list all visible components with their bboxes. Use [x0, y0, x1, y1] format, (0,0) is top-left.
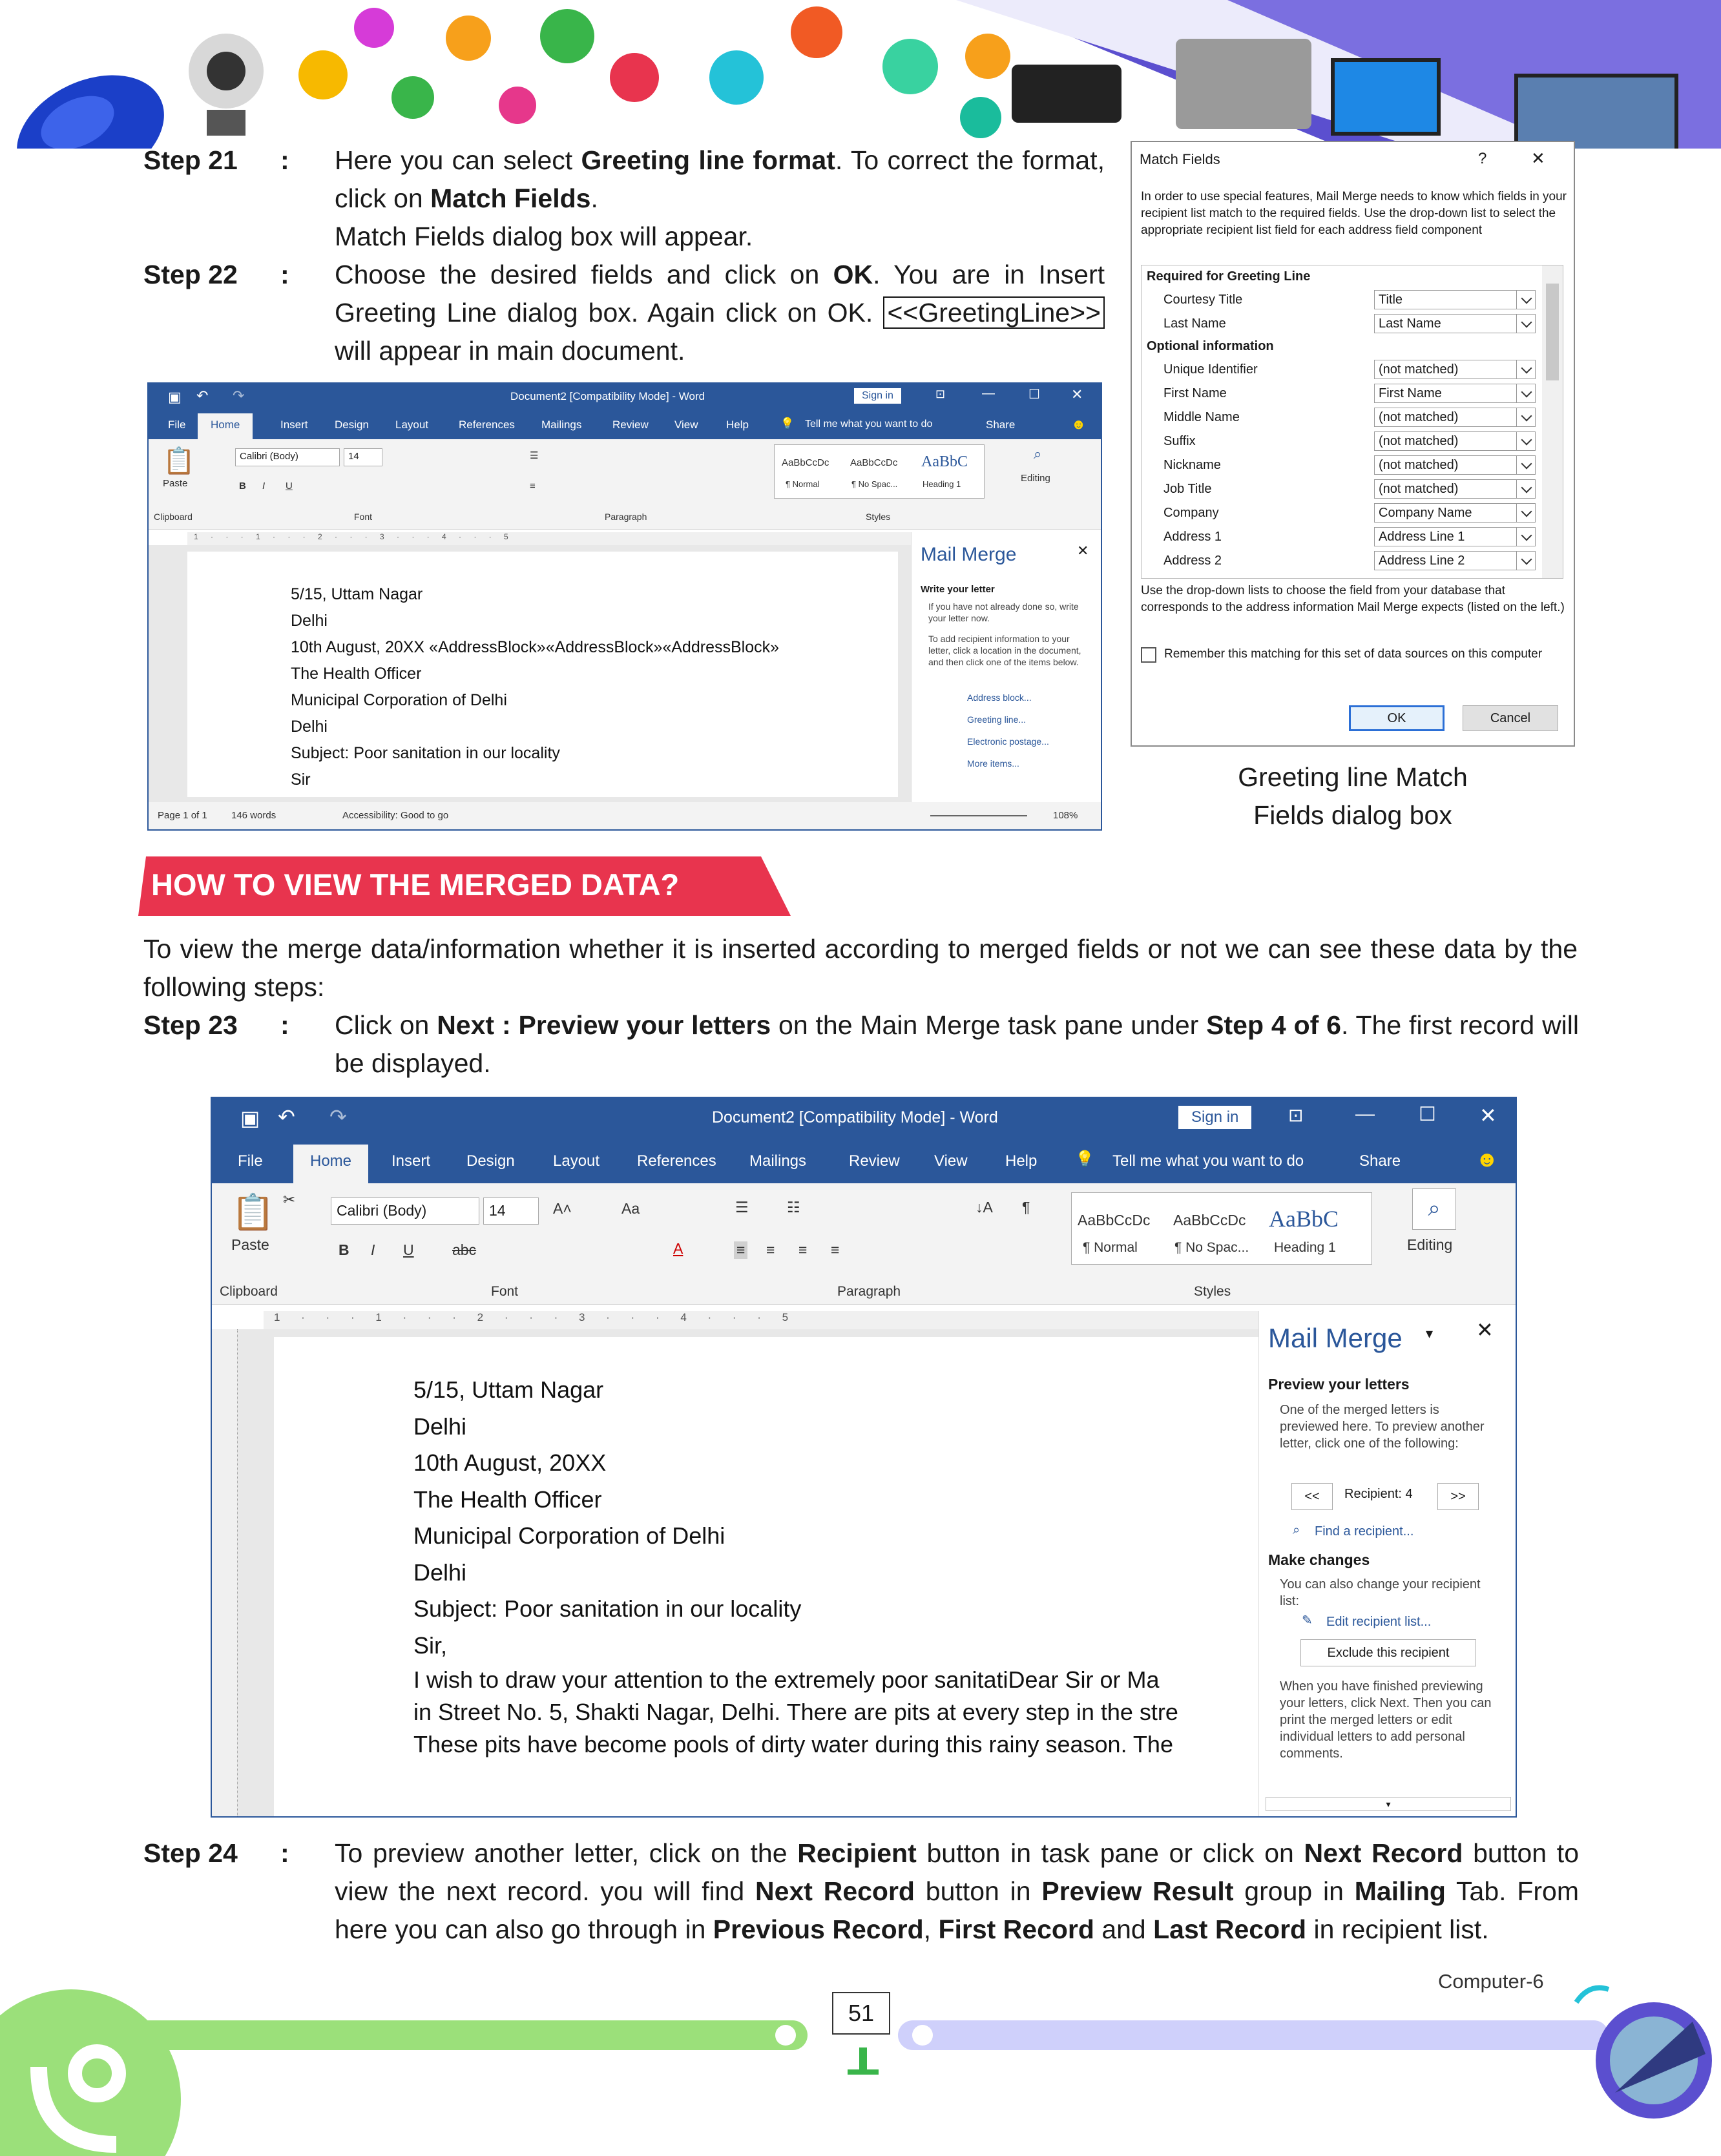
recipient-counter: Recipient: 4 [1344, 1487, 1413, 1501]
ok-button[interactable]: OK [1349, 705, 1445, 731]
exclude-recipient-button[interactable]: Exclude this recipient [1300, 1639, 1476, 1666]
printer-icon [1176, 39, 1311, 129]
doc-line: in Street No. 5, Shakti Nagar, Delhi. There are pits at every step in the stre [413, 1699, 1178, 1725]
redo-icon[interactable]: ↷ [329, 1105, 347, 1128]
match-fields-dialog [1131, 141, 1575, 747]
gamepad-icon [499, 87, 536, 124]
menu-tabs [212, 1138, 1516, 1183]
step-24-text-e: group in [1233, 1876, 1355, 1906]
edit-recipient-list-link[interactable]: Edit recipient list... [1326, 1615, 1432, 1629]
ribbon [149, 439, 1101, 530]
step-21-text [335, 141, 1105, 256]
align-center-icon[interactable]: ≡ [766, 1241, 775, 1258]
tab-mailings[interactable]: Mailings [541, 419, 582, 431]
pane-text-2: To add recipient information to your letter, click a location in the document, and then click one of the items below. [928, 634, 1081, 667]
doc-line: Delhi [291, 718, 328, 736]
step-23-label: Step 23 [143, 1010, 238, 1040]
doc-line: Delhi [291, 612, 328, 630]
ruler: 1 · · · 1 · · · 2 · · · 3 · · · 4 · · · 5 [264, 1311, 1258, 1329]
more-items-link[interactable]: More items... [967, 758, 1019, 769]
style-nospacing-name[interactable]: ¶ No Spac... [1174, 1240, 1249, 1255]
step-24-bold-a: Recipient [797, 1838, 917, 1868]
section-heading-text: HOW TO VIEW THE MERGED DATA? [151, 867, 680, 902]
tab-view[interactable]: View [674, 419, 698, 431]
step-24-colon: : [280, 1838, 289, 1868]
field-select-value: (not matched) [1379, 482, 1459, 496]
step-22-text-a: Choose the desired fields and click on [335, 260, 833, 289]
dialog-intro: In order to use special features, Mail Merge needs to know which fields in your recipient list match to the required fields. Use the drop-down list to select the appropriate recipient list field for each address field component [1141, 190, 1567, 237]
edit-list-icon: ✎ [1302, 1613, 1313, 1628]
header-decoration [0, 0, 1721, 149]
tab-references[interactable]: References [637, 1152, 716, 1170]
style-nospacing-name[interactable]: ¶ No Spac... [851, 479, 898, 489]
close-icon[interactable]: ✕ [1071, 386, 1083, 402]
step-22-text-b: . You are in Insert Greeting Line dialog box. Again click on OK. [335, 260, 1105, 327]
field-select-value: (not matched) [1379, 434, 1459, 448]
field-label: Address 1 [1163, 530, 1222, 544]
field-select[interactable] [1374, 384, 1536, 403]
remember-checkbox[interactable] [1141, 647, 1156, 663]
numbering-icon[interactable]: ☷ [787, 1199, 800, 1216]
style-heading1-name[interactable]: Heading 1 [1274, 1240, 1336, 1255]
window-title: Document2 [Compatibility Mode] - Word [712, 1108, 998, 1126]
undo-icon[interactable]: ↶ [278, 1105, 295, 1128]
changes-text: You can also change your recipient list: [1280, 1577, 1481, 1608]
field-label: Middle Name [1163, 410, 1240, 424]
editing-button[interactable]: Editing [1021, 473, 1050, 484]
pane-heading: Write your letter [921, 584, 995, 595]
font-name-select[interactable]: Calibri (Body) [331, 1197, 479, 1225]
paste-button[interactable]: Paste [231, 1236, 269, 1253]
document-canvas [149, 545, 911, 802]
paste-icon[interactable]: 📋 [231, 1193, 275, 1232]
strikethrough-button[interactable]: abc [452, 1241, 477, 1258]
document-page [274, 1337, 1258, 1818]
status-bar [149, 802, 1101, 831]
tab-view[interactable]: View [934, 1152, 968, 1170]
optional-heading: Optional information [1147, 339, 1274, 353]
field-select-value: Company Name [1379, 506, 1472, 520]
group-paragraph: Paragraph [837, 1284, 901, 1299]
field-label: Unique Identifier [1163, 362, 1258, 377]
bold-button[interactable]: B [239, 481, 246, 492]
paste-button[interactable]: Paste [163, 478, 188, 489]
style-heading1-name[interactable]: Heading 1 [923, 479, 961, 489]
step-23-text-b: on the Main Merge task pane under [771, 1010, 1207, 1040]
minimize-icon[interactable]: — [982, 386, 995, 400]
group-styles: Styles [1194, 1284, 1231, 1299]
step-23-colon: : [280, 1010, 289, 1040]
share-button[interactable]: Share [986, 419, 1016, 431]
tab-help[interactable]: Help [1005, 1152, 1038, 1170]
save-icon[interactable]: ▣ [240, 1106, 260, 1130]
remember-label[interactable]: Remember this matching for this set of data sources on this computer [1164, 647, 1543, 661]
group-font: Font [354, 512, 373, 522]
section-heading [138, 856, 791, 916]
step-21-bold-b: Match Fields [430, 183, 591, 213]
step-23-bold-b: Step 4 of 6 [1206, 1010, 1341, 1040]
step-24-text-c: button to view the next record. you will find [335, 1838, 1579, 1906]
dialog-title: Match Fields [1140, 151, 1220, 167]
field-select-value: (not matched) [1379, 362, 1459, 377]
ribbon-display-icon[interactable]: ⊡ [1288, 1105, 1304, 1125]
step-23-text-c: . The first record will be displayed. [335, 1010, 1580, 1078]
monitor-icon [298, 50, 348, 99]
doc-line: Sir, [413, 1632, 448, 1659]
doc-line: Delhi [413, 1413, 467, 1440]
page-number: 51 [848, 2000, 875, 2026]
next-recipient-button[interactable]: >> [1437, 1483, 1479, 1510]
status-words: 146 words [231, 810, 276, 821]
editing-button[interactable]: Editing [1407, 1236, 1453, 1253]
underline-button[interactable]: U [403, 1241, 414, 1258]
doc-line: 5/15, Uttam Nagar [413, 1376, 604, 1403]
greeting-line-field: <<GreetingLine>> [883, 296, 1105, 329]
pane-options-icon[interactable]: ▾ [1426, 1325, 1434, 1342]
list-scrollbar[interactable] [1542, 265, 1563, 578]
document-canvas [238, 1329, 1258, 1818]
style-normal-sample[interactable]: AaBbCcDc [1078, 1212, 1151, 1228]
style-normal-name[interactable]: ¶ Normal [786, 479, 820, 489]
title-bar [149, 384, 1101, 409]
tab-references[interactable]: References [459, 419, 515, 431]
field-select[interactable] [1374, 479, 1536, 499]
step-24-text [335, 1834, 1579, 1949]
field-label: Company [1163, 506, 1219, 520]
menu-tabs [149, 409, 1101, 439]
field-select[interactable] [1374, 455, 1536, 475]
doc-line: Delhi [413, 1559, 467, 1586]
tell-me-input[interactable]: Tell me what you want to do [1112, 1152, 1304, 1170]
step-24-bold-b: Next Record [1304, 1838, 1463, 1868]
dialog-help-button[interactable]: ? [1478, 150, 1487, 167]
doc-line: Municipal Corporation of Delhi [291, 691, 507, 709]
redo-icon[interactable]: ↷ [233, 388, 245, 404]
tab-help[interactable]: Help [726, 419, 749, 431]
book-title: Computer-6 [1438, 1970, 1544, 1993]
vertical-ruler [212, 1329, 238, 1818]
mouse-icon [446, 16, 491, 61]
smiley-icon[interactable]: ☻ [1071, 416, 1087, 432]
pane-close-icon[interactable]: ✕ [1077, 543, 1089, 559]
pilcrow-icon[interactable]: ¶ [1022, 1199, 1030, 1216]
greeting-line-link[interactable]: Greeting line... [967, 714, 1027, 725]
zoom-level[interactable]: 108% [1053, 810, 1078, 821]
scanner-icon [1012, 65, 1121, 123]
group-paragraph: Paragraph [605, 512, 647, 522]
chart-icon [391, 76, 434, 119]
field-select[interactable] [1374, 408, 1536, 427]
find-recipient-icon: ⌕ [1293, 1523, 1300, 1537]
field-select-value: Address Line 1 [1379, 530, 1465, 544]
globe-icon [882, 39, 938, 94]
step-24-text-f: Tab. From here you can also go through in [335, 1876, 1580, 1944]
tab-layout[interactable]: Layout [553, 1152, 600, 1170]
step-23-text-a: Click on [335, 1010, 437, 1040]
field-label: First Name [1163, 386, 1227, 400]
step-24-text-i: in recipient list. [1306, 1914, 1489, 1944]
step-21-bold-a: Greeting line format [581, 145, 835, 175]
field-select[interactable] [1374, 503, 1536, 523]
field-label: Suffix [1163, 434, 1196, 448]
step-24-bold-d: Preview Result [1041, 1876, 1234, 1906]
settings-icon [610, 53, 659, 102]
caption-line-2: Fields dialog box [1253, 800, 1452, 830]
tab-review[interactable]: Review [612, 419, 649, 431]
step-22-label: Step 22 [143, 260, 238, 289]
group-font: Font [491, 1284, 519, 1299]
preview-heading: Preview your letters [1268, 1376, 1410, 1393]
field-label: Address 2 [1163, 554, 1222, 568]
align-right-icon[interactable]: ≡ [798, 1241, 808, 1258]
bold-button[interactable]: B [339, 1241, 349, 1258]
doc-line: 10th August, 20XX [413, 1449, 607, 1476]
dialog-footer-text: Use the drop-down lists to choose the field from your database that corresponds to the address information Mail Merge expects (listed on the left.) [1141, 584, 1565, 614]
step-21-colon: : [280, 145, 289, 175]
align-left-icon[interactable]: ≡ [734, 1241, 747, 1259]
tab-file[interactable]: File [168, 419, 186, 431]
field-select[interactable] [1374, 360, 1536, 379]
cut-icon[interactable]: ✂ [283, 1191, 296, 1208]
font-color-button[interactable]: A [673, 1240, 683, 1257]
style-nospacing-sample[interactable]: AaBbCcDc [1173, 1212, 1246, 1228]
pane-title: Mail Merge [1268, 1323, 1403, 1353]
lightbulb-icon: 💡 [780, 417, 795, 430]
network-icon [540, 9, 594, 63]
upload-icon [791, 6, 842, 58]
step-24-bold-f: Previous Record [713, 1914, 924, 1944]
step-24-text-a: To preview another letter, click on the [335, 1838, 798, 1868]
doc-line: Subject: Poor sanitation in our locality [291, 744, 560, 762]
tab-mailings[interactable]: Mailings [749, 1152, 807, 1170]
tab-file[interactable]: File [238, 1152, 263, 1170]
bullets-icon[interactable]: ☰ [735, 1199, 749, 1216]
minimize-icon[interactable]: — [1355, 1103, 1375, 1125]
cancel-button[interactable]: Cancel [1463, 705, 1558, 731]
step-24-bold-c: Next Record [755, 1876, 915, 1906]
doc-line: 10th August, 20XX «AddressBlock»«AddressBlock»«AddressBlock» [291, 638, 780, 656]
group-styles: Styles [866, 512, 891, 522]
word-window-1 [147, 382, 1102, 831]
step-24-bold-e: Mailing [1354, 1876, 1446, 1906]
field-select-value: Title [1379, 293, 1403, 307]
step-24-text-d: button in [914, 1876, 1042, 1906]
maximize-icon[interactable]: ☐ [1028, 388, 1040, 402]
style-normal-name[interactable]: ¶ Normal [1083, 1240, 1138, 1255]
font-size-select[interactable]: 14 [344, 448, 382, 466]
ruler: 1 · · · 1 · · · 2 · · · 3 · · · 4 · · · 5 [187, 532, 950, 545]
close-icon[interactable]: ✕ [1479, 1104, 1497, 1127]
window-title: Document2 [Compatibility Mode] - Word [510, 390, 705, 402]
tab-insert[interactable]: Insert [391, 1152, 431, 1170]
step-24-text-h: and [1094, 1914, 1154, 1944]
field-select-value: (not matched) [1379, 410, 1459, 424]
address-block-link[interactable]: Address block... [967, 692, 1032, 703]
mouse-small-icon [965, 34, 1010, 79]
step-21-label: Step 21 [143, 145, 238, 175]
doc-line: Sir [291, 771, 311, 789]
tab-home[interactable]: Home [198, 413, 253, 439]
dialog-caption [1131, 758, 1575, 834]
share-button[interactable]: Share [1359, 1152, 1401, 1170]
group-clipboard: Clipboard [154, 512, 193, 522]
word-window-2 [211, 1097, 1517, 1818]
doc-line: The Health Officer [291, 665, 422, 683]
field-label: Courtesy Title [1163, 293, 1243, 307]
find-recipient-link[interactable]: Find a recipient... [1315, 1524, 1414, 1539]
field-select[interactable] [1374, 527, 1536, 546]
step-22-colon: : [280, 260, 289, 289]
doc-line: Municipal Corporation of Delhi [413, 1522, 725, 1549]
fields-list [1141, 265, 1563, 579]
ribbon-display-icon[interactable]: ⊡ [935, 388, 946, 400]
zoom-slider[interactable] [930, 815, 1027, 816]
change-case-icon[interactable]: Aa [621, 1200, 640, 1217]
tab-layout[interactable]: Layout [395, 419, 429, 431]
ribbon [212, 1183, 1516, 1305]
underline-button[interactable]: U [286, 481, 293, 492]
header-banner-graphic [0, 0, 1721, 149]
group-clipboard: Clipboard [220, 1284, 278, 1299]
style-normal-sample[interactable]: AaBbCcDc [782, 457, 829, 468]
sign-in-button[interactable]: Sign in [1178, 1106, 1251, 1129]
mail-merge-pane [1258, 1311, 1517, 1818]
monitor-large-icon [1331, 58, 1441, 136]
step-22-bold-a: OK [833, 260, 873, 289]
doc-line: 5/15, Uttam Nagar [291, 585, 423, 603]
section-intro: To view the merge data/information whether it is inserted according to merged fields or not we can see these data by the following steps: [143, 934, 1578, 1002]
doc-line: The Health Officer [413, 1486, 602, 1513]
step-22-text [335, 256, 1105, 370]
pane-close-icon[interactable]: ✕ [1476, 1318, 1494, 1342]
sign-in-button[interactable]: Sign in [854, 388, 901, 404]
tab-review[interactable]: Review [849, 1152, 900, 1170]
smiley-icon[interactable]: ☻ [1476, 1147, 1499, 1172]
justify-icon[interactable]: ≡ [831, 1241, 840, 1258]
save-icon[interactable]: ▣ [168, 389, 182, 405]
step-24-bold-h: Last Record [1153, 1914, 1307, 1944]
step-24-text-g: , [923, 1914, 939, 1944]
step-21-text-a: Here you can select [335, 145, 581, 175]
tab-insert[interactable]: Insert [280, 419, 308, 431]
at-sign-icon [709, 50, 764, 105]
styles-gallery[interactable] [774, 444, 985, 499]
doc-line: These pits have become pools of dirty water during this rainy season. The [413, 1731, 1173, 1757]
status-accessibility[interactable]: Accessibility: Good to go [342, 810, 449, 821]
field-label: Nickname [1163, 458, 1221, 472]
field-select-value: First Name [1379, 386, 1442, 400]
field-select-value: Address Line 2 [1379, 554, 1465, 568]
title-bar [212, 1098, 1516, 1138]
page-number-box [832, 1992, 890, 2035]
field-label: Last Name [1163, 316, 1226, 331]
style-heading1-sample[interactable]: AaBbC [921, 453, 968, 470]
changes-heading: Make changes [1268, 1551, 1370, 1568]
italic-button[interactable]: I [262, 481, 266, 492]
previous-recipient-button[interactable]: << [1291, 1483, 1333, 1510]
display-icon [1514, 74, 1678, 149]
status-page: Page 1 of 1 [158, 810, 207, 821]
step-21-text-c: . [590, 183, 598, 213]
font-size-select[interactable]: 14 [483, 1197, 539, 1225]
mail-merge-pane [911, 532, 1102, 802]
lightbulb-icon: 💡 [1075, 1150, 1094, 1168]
step-23-bold-a: Next : Preview your letters [437, 1010, 771, 1040]
field-select-value: Last Name [1379, 316, 1441, 331]
step-21-text-b: . To correct the format, click on [335, 145, 1105, 213]
tab-home[interactable]: Home [293, 1145, 368, 1183]
field-label: Job Title [1163, 482, 1212, 496]
sort-icon[interactable]: ↓A [975, 1199, 993, 1216]
italic-button[interactable]: I [371, 1241, 375, 1258]
style-nospacing-sample[interactable]: AaBbCcDc [850, 457, 898, 468]
style-heading1-sample[interactable]: AaBbC [1269, 1206, 1339, 1232]
grow-font-icon[interactable]: A˄ [553, 1200, 572, 1217]
step-23-text [335, 1006, 1579, 1083]
document-page [187, 552, 898, 797]
tab-design[interactable]: Design [466, 1152, 515, 1170]
finish-text: When you have finished previewing your letters, click Next. Then you can print the merged letters or edit individual letters to add personal comments. [1280, 1679, 1492, 1761]
step-24-text-b: button in task pane or click on [916, 1838, 1304, 1868]
font-name-select[interactable]: Calibri (Body) [235, 448, 340, 466]
required-heading: Required for Greeting Line [1147, 269, 1311, 284]
pane-scroll[interactable]: ▾ [1266, 1797, 1511, 1811]
field-select[interactable] [1374, 290, 1536, 309]
field-select[interactable] [1374, 431, 1536, 451]
step-24-label: Step 24 [143, 1838, 238, 1868]
electronic-postage-link[interactable]: Electronic postage... [967, 736, 1049, 747]
align-left-icon[interactable]: ≡ [530, 481, 536, 492]
tell-me-input[interactable]: Tell me what you want to do [805, 419, 933, 430]
bullets-icon[interactable]: ☰ [530, 450, 539, 461]
maximize-icon[interactable]: ☐ [1419, 1104, 1436, 1125]
step-21-line2: Match Fields dialog box will appear. [335, 222, 753, 251]
step-24-bold-g: First Record [938, 1914, 1094, 1944]
pane-text-1: If you have not already done so, write your letter now. [928, 601, 1079, 623]
doc-line: I wish to draw your attention to the extremely poor sanitatiDear Sir or Ma [413, 1666, 1160, 1693]
step-22-text-c: will appear in main document. [335, 336, 685, 366]
field-select[interactable] [1374, 551, 1536, 570]
scrollbar-thumb[interactable] [1546, 284, 1559, 380]
search-button[interactable]: ⌕ [1412, 1188, 1456, 1230]
field-select-value: (not matched) [1379, 458, 1459, 472]
field-select[interactable] [1374, 314, 1536, 333]
stats-icon [960, 97, 1001, 138]
caption-line-1: Greeting line Match [1238, 762, 1468, 792]
doc-line: Subject: Poor sanitation in our locality [413, 1595, 802, 1622]
undo-icon[interactable]: ↶ [196, 388, 209, 404]
tab-design[interactable]: Design [335, 419, 369, 431]
folder-icon [354, 8, 394, 48]
paste-icon[interactable]: 📋 [163, 447, 195, 475]
preview-text: One of the merged letters is previewed here. To preview another letter, click one of the following: [1280, 1403, 1485, 1451]
dialog-close-button[interactable]: ✕ [1531, 149, 1545, 168]
pane-title: Mail Merge [921, 544, 1017, 565]
search-icon[interactable]: ⌕ [1034, 446, 1042, 462]
